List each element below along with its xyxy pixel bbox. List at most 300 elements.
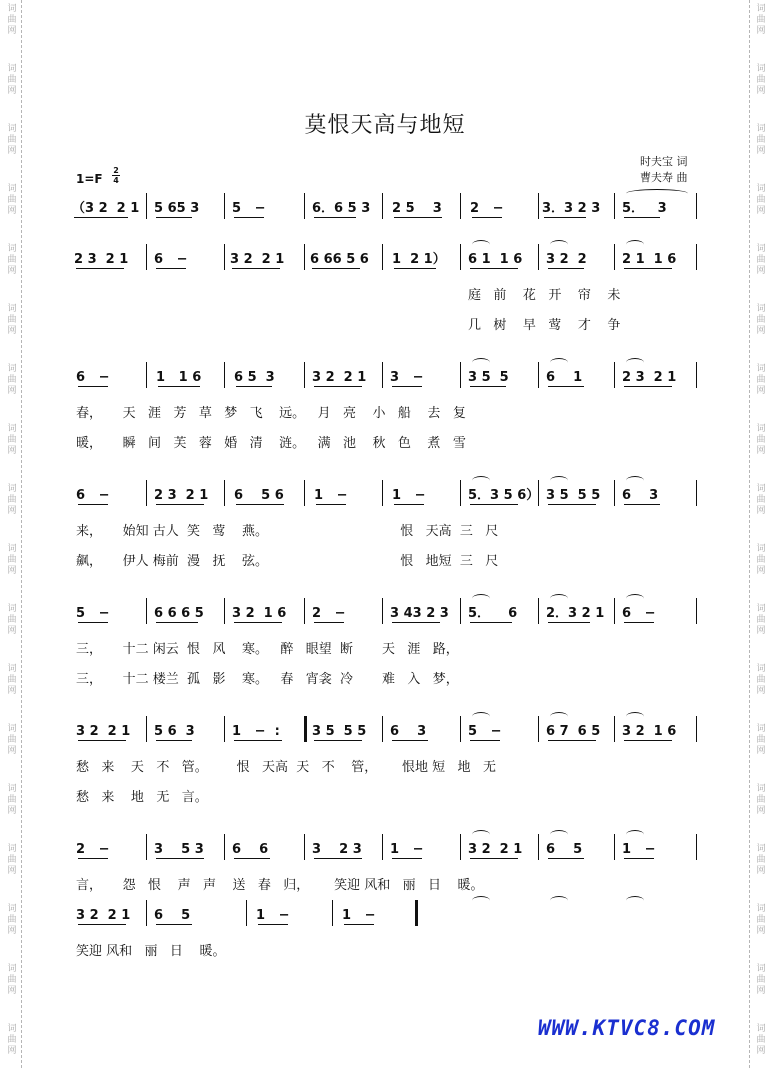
beam-line xyxy=(344,924,374,925)
slur-arc xyxy=(626,712,644,721)
watermark-char: 网 xyxy=(7,626,17,636)
right-page-border xyxy=(749,0,750,1068)
lyric-line: 飙， 伊人 梅前 漫 抚 弦。 恨 地短 三 尺 xyxy=(76,554,499,569)
measure: 3 2 1 6 xyxy=(232,606,287,621)
watermark-char: 词 xyxy=(756,844,766,854)
lyric-line: 来， 始知 古人 笑 莺 燕。 恨 天高 三 尺 xyxy=(76,524,499,539)
watermark-char: 曲 xyxy=(7,75,17,85)
measure: 3 2 2 1 xyxy=(76,724,131,739)
measure: 2．3 2 1 xyxy=(546,606,605,621)
bar-line xyxy=(382,598,383,624)
watermark-char: 词 xyxy=(756,304,766,314)
lyric-line: 愁 来 地 无 言。 xyxy=(76,790,208,805)
watermark-char: 词 xyxy=(7,244,17,254)
bar-line xyxy=(696,598,697,624)
watermark-column xyxy=(752,244,770,277)
beam-line xyxy=(78,858,108,859)
watermark-char: 曲 xyxy=(7,1035,17,1045)
measure: 3．3 2 3 xyxy=(542,201,601,216)
beam-line xyxy=(234,622,282,623)
watermark-char: 曲 xyxy=(756,795,766,805)
bar-line xyxy=(614,193,615,219)
watermark-char: 词 xyxy=(756,724,766,734)
watermark-char: 网 xyxy=(756,326,766,336)
bar-line xyxy=(246,900,247,926)
beam-line xyxy=(236,504,284,505)
watermark-char: 网 xyxy=(756,926,766,936)
time-signature-top: 2 xyxy=(113,166,119,175)
lyric-line: 三， 十二 楼兰 孤 影 寒。 春 宵衾 冷 难 入 梦， xyxy=(76,672,459,687)
beam-line xyxy=(314,217,356,218)
watermark-char: 词 xyxy=(756,4,766,14)
measure: 6 − xyxy=(76,370,110,385)
measure: 6 6 6 5 xyxy=(154,606,204,621)
beam-line xyxy=(392,386,422,387)
key-signature: 1=F xyxy=(76,172,103,186)
watermark-column xyxy=(752,784,770,817)
bar-line xyxy=(304,716,307,742)
watermark-column xyxy=(3,964,21,997)
measure: 6 1 1 6 xyxy=(468,252,523,267)
bar-line xyxy=(382,480,383,506)
beam-line xyxy=(258,924,288,925)
slur-arc xyxy=(626,594,644,603)
slur-arc xyxy=(626,896,644,905)
beam-line xyxy=(314,386,362,387)
beam-line xyxy=(548,504,596,505)
watermark-char: 曲 xyxy=(756,435,766,445)
beam-line xyxy=(156,217,192,218)
watermark-char: 曲 xyxy=(756,615,766,625)
measure: 1 − xyxy=(256,908,290,923)
measure: 6 1 xyxy=(546,370,583,385)
watermark-char: 曲 xyxy=(7,255,17,265)
beam-line xyxy=(624,386,672,387)
lyric-line: 言， 怨 恨 声 声 送 春 归， 笑迎 风和 丽 日 暖。 xyxy=(76,878,484,893)
measure: 3 2 3 xyxy=(312,842,362,857)
watermark-char: 词 xyxy=(756,64,766,74)
bar-line xyxy=(382,193,383,219)
measure: 5 − xyxy=(468,724,502,739)
measure: 3 5 5 xyxy=(468,370,509,385)
watermark-char: 网 xyxy=(7,926,17,936)
watermark-char: 曲 xyxy=(756,735,766,745)
bar-line xyxy=(224,362,225,388)
watermark-char: 曲 xyxy=(756,975,766,985)
slur-arc xyxy=(472,830,490,839)
watermark-column xyxy=(3,484,21,517)
measure: 3 5 5 5 xyxy=(546,488,601,503)
measure: 1 − xyxy=(392,488,426,503)
watermark-char: 曲 xyxy=(7,435,17,445)
watermark-char: 网 xyxy=(756,266,766,276)
beam-line xyxy=(624,217,660,218)
bar-line xyxy=(538,598,539,624)
beam-line xyxy=(234,858,270,859)
watermark-column xyxy=(3,364,21,397)
lyric-line: 庭 前 花 开 帘 未 xyxy=(468,288,621,303)
watermark-char: 词 xyxy=(7,664,17,674)
watermark-char: 曲 xyxy=(756,495,766,505)
beam-line xyxy=(314,740,362,741)
measure: 5 − xyxy=(76,606,110,621)
bar-line xyxy=(696,480,697,506)
bar-line xyxy=(146,244,147,270)
left-page-border xyxy=(21,0,22,1068)
watermark-char: 曲 xyxy=(7,15,17,25)
beam-line xyxy=(624,622,654,623)
bar-line xyxy=(460,716,461,742)
watermark-char: 曲 xyxy=(7,915,17,925)
watermark-char: 网 xyxy=(7,1046,17,1056)
watermark-char: 网 xyxy=(7,506,17,516)
watermark-char: 网 xyxy=(7,986,17,996)
bar-line xyxy=(304,244,305,270)
bar-line xyxy=(304,834,305,860)
beam-line xyxy=(394,268,436,269)
watermark-char: 词 xyxy=(756,244,766,254)
bar-line xyxy=(696,834,697,860)
watermark-char: 词 xyxy=(756,424,766,434)
slur-arc xyxy=(472,896,490,905)
watermark-column xyxy=(752,904,770,937)
beam-line xyxy=(234,740,282,741)
bar-line xyxy=(614,598,615,624)
beam-line xyxy=(232,268,280,269)
bar-line xyxy=(538,244,539,270)
watermark-char: 词 xyxy=(7,184,17,194)
slur-arc xyxy=(472,594,490,603)
beam-line xyxy=(470,740,500,741)
bar-line xyxy=(382,362,383,388)
watermark-char: 网 xyxy=(7,746,17,756)
bar-line xyxy=(696,362,697,388)
beam-line xyxy=(156,504,204,505)
watermark-char: 词 xyxy=(7,4,17,14)
watermark-char: 网 xyxy=(7,26,17,36)
watermark-char: 词 xyxy=(7,1024,17,1034)
watermark-column xyxy=(3,844,21,877)
watermark-char: 词 xyxy=(7,844,17,854)
measure: 6 3 xyxy=(390,724,427,739)
lyric-line: 笑迎 风和 丽 日 暖。 xyxy=(76,944,226,959)
watermark-char: 网 xyxy=(7,806,17,816)
watermark-column xyxy=(752,484,770,517)
slur-arc xyxy=(550,594,568,603)
measure: 5 − xyxy=(232,201,266,216)
watermark-column xyxy=(3,784,21,817)
bar-line xyxy=(696,244,697,270)
bar-line xyxy=(146,834,147,860)
watermark-char: 曲 xyxy=(756,855,766,865)
bar-line xyxy=(146,900,147,926)
time-signature xyxy=(112,166,120,185)
measure: 6 7 6 5 xyxy=(546,724,601,739)
measure: 2 3 2 1 xyxy=(154,488,209,503)
bar-line xyxy=(224,480,225,506)
beam-line xyxy=(394,504,424,505)
beam-line xyxy=(78,386,108,387)
bar-line xyxy=(304,193,305,219)
watermark-char: 网 xyxy=(756,746,766,756)
watermark-column xyxy=(752,964,770,997)
watermark-char: 曲 xyxy=(756,1035,766,1045)
measure: 6 66 5 6 xyxy=(310,252,369,267)
bar-line xyxy=(460,193,461,219)
watermark-char: 曲 xyxy=(7,195,17,205)
watermark-column xyxy=(3,64,21,97)
measure: 5 6 3 xyxy=(154,724,195,739)
watermark-char: 网 xyxy=(756,446,766,456)
bar-line xyxy=(224,834,225,860)
score-title: 莫恨天高与地短 xyxy=(304,113,466,138)
beam-line xyxy=(394,217,442,218)
watermark-column xyxy=(752,604,770,637)
measure: 6 5 3 xyxy=(234,370,275,385)
watermark-char: 网 xyxy=(756,866,766,876)
watermark-char: 词 xyxy=(7,604,17,614)
bar-line xyxy=(696,716,697,742)
beam-line xyxy=(156,858,204,859)
bar-line xyxy=(460,362,461,388)
slur-arc xyxy=(550,830,568,839)
measure: 6 5 6 xyxy=(234,488,284,503)
watermark-column xyxy=(3,904,21,937)
bar-line xyxy=(614,716,615,742)
time-signature-bottom: 4 xyxy=(113,176,119,185)
measure: 1 1 6 xyxy=(156,370,202,385)
watermark-char: 曲 xyxy=(756,315,766,325)
slur-arc xyxy=(472,240,490,249)
watermark-char: 曲 xyxy=(7,495,17,505)
watermark-column xyxy=(752,364,770,397)
watermark-char: 网 xyxy=(756,26,766,36)
bar-line xyxy=(460,598,461,624)
watermark-char: 词 xyxy=(7,124,17,134)
beam-line xyxy=(548,740,596,741)
watermark-column xyxy=(752,1024,770,1057)
watermark-column xyxy=(3,184,21,217)
watermark-column xyxy=(3,664,21,697)
slur-arc xyxy=(472,712,490,721)
watermark-column xyxy=(752,664,770,697)
watermark-char: 网 xyxy=(756,1046,766,1056)
watermark-char: 词 xyxy=(7,544,17,554)
watermark-column xyxy=(752,544,770,577)
watermark-char: 曲 xyxy=(7,135,17,145)
watermark-char: 网 xyxy=(7,386,17,396)
watermark-char: 曲 xyxy=(7,315,17,325)
watermark-char: 网 xyxy=(7,206,17,216)
measure: 5． 6 xyxy=(468,606,518,621)
measure: 1 − xyxy=(622,842,656,857)
watermark-char: 网 xyxy=(756,206,766,216)
watermark-char: 词 xyxy=(756,964,766,974)
watermark-char: 词 xyxy=(7,364,17,374)
watermark-char: 曲 xyxy=(7,795,17,805)
watermark-char: 曲 xyxy=(7,855,17,865)
measure: 2 1 1 6 xyxy=(622,252,677,267)
measure: 5．3 5 6） xyxy=(468,488,540,503)
bar-line xyxy=(146,362,147,388)
beam-line xyxy=(392,622,440,623)
watermark-char: 曲 xyxy=(756,135,766,145)
bar-line xyxy=(538,193,539,219)
watermark-char: 词 xyxy=(7,484,17,494)
watermark-char: 词 xyxy=(756,184,766,194)
measure: 3 − xyxy=(390,370,424,385)
bar-line xyxy=(460,244,461,270)
bar-line xyxy=(304,480,305,506)
measure: 3 2 1 6 xyxy=(622,724,677,739)
watermark-char: 词 xyxy=(756,604,766,614)
bar-line xyxy=(614,480,615,506)
bar-line xyxy=(538,362,539,388)
watermark-column xyxy=(3,304,21,337)
watermark-char: 词 xyxy=(756,544,766,554)
beam-line xyxy=(156,740,192,741)
watermark-char: 曲 xyxy=(7,615,17,625)
measure: 6 5 xyxy=(154,908,191,923)
bar-line xyxy=(304,598,305,624)
watermark-char: 词 xyxy=(756,364,766,374)
bar-line xyxy=(382,834,383,860)
bar-line xyxy=(304,362,305,388)
beam-line xyxy=(624,268,672,269)
beam-line xyxy=(548,268,584,269)
slur-arc xyxy=(550,240,568,249)
beam-line xyxy=(312,268,360,269)
bar-line xyxy=(538,716,539,742)
measure: 6 5 xyxy=(546,842,583,857)
watermark-char: 曲 xyxy=(756,255,766,265)
watermark-char: 曲 xyxy=(756,15,766,25)
watermark-char: 词 xyxy=(7,964,17,974)
watermark-char: 词 xyxy=(756,124,766,134)
beam-line xyxy=(234,217,264,218)
bar-line xyxy=(224,244,225,270)
measure: 6 − xyxy=(154,252,188,267)
watermark-char: 曲 xyxy=(756,375,766,385)
slur-arc xyxy=(550,712,568,721)
measure: 6 3 xyxy=(622,488,659,503)
watermark-char: 网 xyxy=(756,146,766,156)
watermark-char: 词 xyxy=(756,1024,766,1034)
watermark-column xyxy=(3,544,21,577)
watermark-char: 词 xyxy=(7,64,17,74)
measure: 6 − xyxy=(76,488,110,503)
beam-line xyxy=(78,924,126,925)
watermark-char: 词 xyxy=(756,784,766,794)
lyric-line: 几 树 早 莺 才 争 xyxy=(468,318,621,333)
watermark-char: 曲 xyxy=(7,675,17,685)
watermark-column xyxy=(752,844,770,877)
watermark-char: 网 xyxy=(7,146,17,156)
slur-arc xyxy=(550,358,568,367)
watermark-char: 曲 xyxy=(7,735,17,745)
bar-line xyxy=(415,900,418,926)
measure: 2 − xyxy=(312,606,346,621)
watermark-char: 网 xyxy=(7,686,17,696)
beam-line xyxy=(392,740,428,741)
bar-line xyxy=(382,716,383,742)
bar-line xyxy=(146,598,147,624)
watermark-char: 词 xyxy=(756,484,766,494)
beam-line xyxy=(548,858,584,859)
measure: 5 65 3 xyxy=(154,201,200,216)
beam-line xyxy=(76,268,124,269)
slur-arc xyxy=(626,240,644,249)
beam-line xyxy=(78,740,126,741)
bar-line xyxy=(332,900,333,926)
slur-arc xyxy=(626,830,644,839)
measure: 6．6 5 3 xyxy=(312,201,371,216)
tie-arc xyxy=(626,189,688,198)
watermark-char: 曲 xyxy=(756,555,766,565)
watermark-char: 词 xyxy=(7,304,17,314)
watermark-char: 网 xyxy=(756,506,766,516)
slur-arc xyxy=(472,476,490,485)
beam-line xyxy=(314,858,362,859)
measure: 3 2 2 xyxy=(546,252,587,267)
watermark-column xyxy=(752,4,770,37)
watermark-char: 曲 xyxy=(7,555,17,565)
watermark-column xyxy=(3,1024,21,1057)
bar-line xyxy=(614,244,615,270)
bar-line xyxy=(614,834,615,860)
composer-credit: 曹夫寿 曲 xyxy=(640,171,688,184)
bar-line xyxy=(146,716,147,742)
watermark-char: 曲 xyxy=(7,375,17,385)
watermark-char: 网 xyxy=(756,986,766,996)
watermark-char: 网 xyxy=(7,866,17,876)
measure: 6 6 xyxy=(232,842,269,857)
lyric-line: 春， 天 涯 芳 草 梦 飞 远。 月 亮 小 船 去 复 xyxy=(76,406,466,421)
measure: 2 3 2 1 xyxy=(622,370,677,385)
watermark-char: 网 xyxy=(756,626,766,636)
beam-line xyxy=(316,504,346,505)
beam-line xyxy=(158,386,200,387)
beam-line xyxy=(548,622,590,623)
measure: 3 2 2 1 xyxy=(312,370,367,385)
beam-line xyxy=(470,386,506,387)
measure: 3 2 2 1 xyxy=(76,908,131,923)
watermark-char: 网 xyxy=(7,326,17,336)
beam-line xyxy=(544,217,586,218)
watermark-column xyxy=(752,64,770,97)
lyric-line: 愁 来 天 不 管。 恨 天高 天 不 管， 恨地 短 地 无 xyxy=(76,760,496,775)
measure: 2 − xyxy=(76,842,110,857)
watermark-column xyxy=(3,244,21,277)
bar-line xyxy=(224,716,225,742)
measure: 1 − xyxy=(390,842,424,857)
watermark-column xyxy=(752,304,770,337)
beam-line xyxy=(78,622,108,623)
slur-arc xyxy=(626,358,644,367)
watermark-char: 曲 xyxy=(756,675,766,685)
beam-line xyxy=(392,858,422,859)
watermark-char: 词 xyxy=(7,724,17,734)
measure: 6 − xyxy=(622,606,656,621)
watermark-char: 词 xyxy=(7,784,17,794)
watermark-char: 网 xyxy=(756,566,766,576)
bar-line xyxy=(146,193,147,219)
watermark-column xyxy=(752,184,770,217)
beam-line xyxy=(74,217,128,218)
lyric-line: 三， 十二 闲云 恨 风 寒。 醉 眼望 断 天 涯 路， xyxy=(76,642,459,657)
beam-line xyxy=(624,858,654,859)
measure: 3 5 5 5 xyxy=(312,724,367,739)
